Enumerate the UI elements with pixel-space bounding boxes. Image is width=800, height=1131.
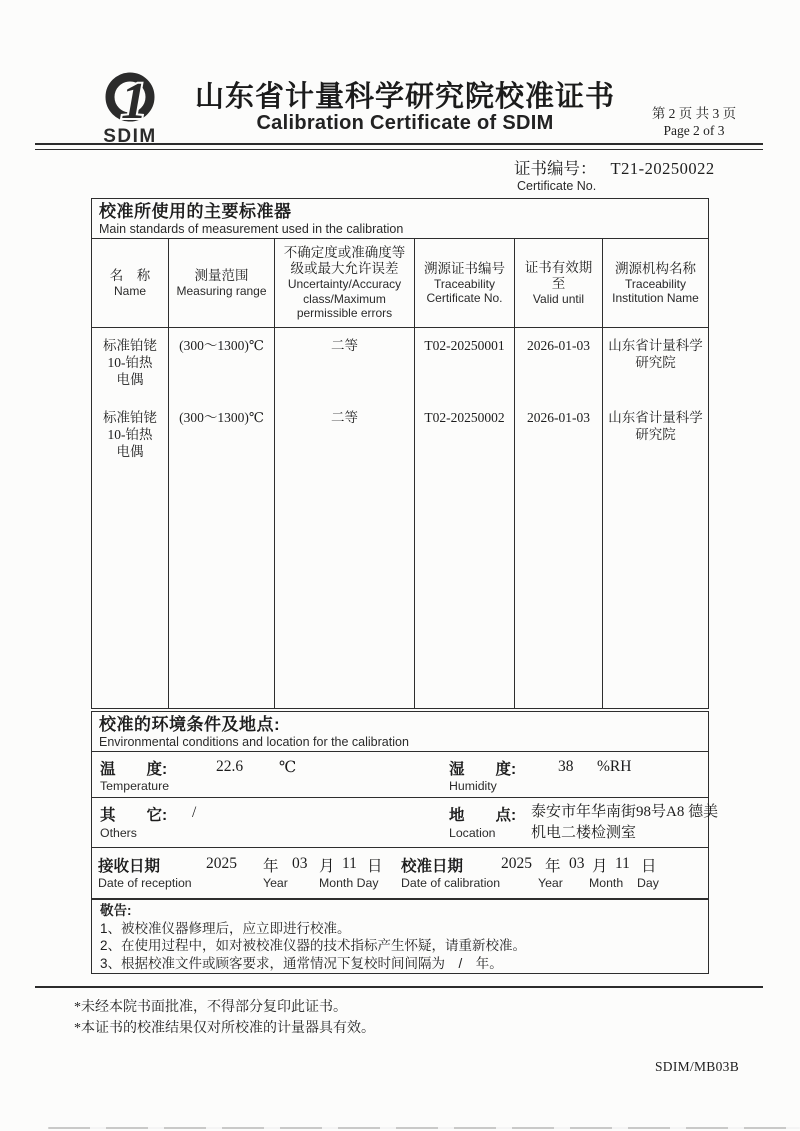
certificate-number-value: T21-20250022	[610, 159, 715, 178]
dates-row	[92, 848, 708, 899]
column-uncertainty-cells	[275, 328, 415, 708]
column-name-cells	[92, 328, 169, 708]
temperature-label: 温 度:	[100, 761, 168, 778]
logo-numeral: 1	[121, 73, 147, 130]
standards-table	[91, 198, 709, 709]
calibration-year-value: 2025	[501, 855, 532, 872]
calibration-month-value: 03	[569, 855, 585, 872]
column-header-institution: 溯源机构名称 Traceability Institution Name	[612, 260, 699, 305]
standards-body	[92, 328, 708, 708]
column-header-traceability-cert-no: 溯源证书编号 Traceability Certificate No.	[415, 239, 515, 327]
footnote: *未经本院书面批准，不得部分复印此证书。	[74, 1000, 347, 1015]
column-header-uncertainty: 不确定度或准确度等级或最大允许误差 Uncertainty/Accuracy class/Maximum permissible errors	[275, 239, 415, 327]
standards-header-row	[92, 239, 708, 328]
footer-divider-rule	[35, 986, 763, 988]
column-header-measuring-range: 测量范围 Measuring range	[169, 239, 275, 327]
header-divider-rule	[35, 143, 763, 150]
table-cell: (300～1300)℃	[179, 338, 264, 353]
others-value: /	[192, 804, 197, 821]
others-location-row	[92, 798, 719, 848]
column-header-name: 名 称 Name	[92, 239, 169, 327]
column-certno-cells	[415, 328, 515, 708]
calibration-year-unit: 年	[545, 858, 561, 875]
notice-item: 3、根据校准文件或顾客要求，通常情况下复校时间间隔为 / 年。	[100, 955, 503, 971]
notice-item: 1、被校准仪器修理后，应立即进行校准。	[100, 920, 351, 936]
certificate-number-label-en: Certificate No.	[517, 179, 597, 193]
notice-item: 2、在使用过程中，如对被校准仪器的技术指标产生怀疑，请重新校准。	[100, 938, 527, 953]
table-cell: 标准铂铑10-铂热电偶	[103, 338, 157, 387]
table-cell: 2026-01-03	[527, 410, 590, 425]
temperature-humidity-row	[92, 752, 708, 798]
reception-year-unit-en: Year	[263, 876, 288, 890]
calibration-month-unit: 月	[592, 858, 608, 875]
standards-title-cn: 校准所使用的主要标准器	[99, 202, 292, 221]
page-title-cn: 山东省计量科学研究院校准证书	[194, 81, 615, 113]
calibration-year-unit-en: Year	[538, 876, 563, 890]
calibration-month-unit-en: Month	[589, 876, 624, 890]
temperature-unit: ℃	[279, 759, 297, 776]
temperature-value: 22.6	[216, 758, 244, 775]
reception-month-unit: 月	[319, 858, 335, 875]
environment-title-en: Environmental conditions and location for the calibration	[99, 735, 409, 749]
reception-date-label: 接收日期	[98, 858, 161, 875]
page-title-en: Calibration Certificate of SDIM	[256, 112, 554, 134]
column-institution-cells	[603, 328, 708, 708]
reception-day-unit: 日	[367, 858, 383, 875]
scan-artifact-line	[48, 1127, 800, 1129]
standards-title-en: Main standards of measurement used in the calibration	[99, 222, 404, 236]
table-cell: 山东省计量科学研究院	[608, 410, 703, 442]
page-number-cn: 第 2 页 共 3 页	[651, 106, 737, 121]
table-cell: 2026-01-03	[527, 338, 590, 353]
calibration-day-unit: 日	[641, 858, 657, 875]
others-label: 其 它:	[100, 807, 168, 824]
table-cell: (300～1300)℃	[179, 410, 264, 425]
table-cell: T02-20250001	[424, 338, 505, 353]
humidity-label-en: Humidity	[449, 779, 497, 793]
page-number-en: Page 2 of 3	[663, 123, 725, 138]
table-cell: T02-20250002	[424, 410, 505, 425]
table-cell: 标准铂铑10-铂热电偶	[103, 410, 157, 459]
notice-title: 敬告:	[100, 903, 132, 918]
sdim-logo	[88, 72, 172, 148]
sdim-logo-icon	[99, 72, 161, 130]
column-validity-cells	[515, 328, 603, 708]
humidity-unit: %RH	[597, 758, 632, 775]
reception-day-value: 11	[342, 855, 357, 872]
form-code: SDIM/MB03B	[655, 1059, 740, 1074]
reception-month-value: 03	[292, 855, 308, 872]
calibration-day-value: 11	[615, 855, 630, 872]
humidity-label: 湿 度:	[449, 761, 517, 778]
humidity-value: 38	[558, 758, 574, 775]
footnote: *本证书的校准结果仅对所校准的计量器具有效。	[74, 1020, 375, 1036]
table-cell: 二等	[331, 410, 358, 425]
certificate-number-label: 证书编号：	[514, 159, 597, 178]
logo-label: SDIM	[103, 126, 157, 147]
environment-title	[92, 712, 708, 752]
environment-title-cn: 校准的环境条件及地点:	[99, 715, 281, 734]
location-label: 地 点:	[449, 807, 517, 824]
table-cell: 二等	[331, 338, 358, 353]
temperature-label-en: Temperature	[100, 779, 170, 793]
reception-date-label-en: Date of reception	[98, 876, 192, 890]
reception-monthday-unit-en: Month Day	[319, 876, 379, 890]
certificate-number	[514, 155, 715, 179]
table-cell: 山东省计量科学研究院	[608, 338, 703, 370]
location-label-en: Location	[449, 826, 496, 840]
calibration-date-label: 校准日期	[401, 858, 464, 875]
column-header-valid-until: 证书有效期至 Valid until	[515, 239, 603, 327]
environment-section	[91, 711, 719, 900]
page-number	[644, 105, 744, 139]
footnotes	[74, 998, 375, 1039]
notice-section	[91, 898, 709, 974]
location-value: 泰安市年华南街98号A8 德美机电二楼检测室	[531, 804, 719, 841]
reception-year-unit: 年	[263, 858, 279, 875]
reception-year-value: 2025	[206, 855, 237, 872]
standards-title	[92, 199, 708, 239]
calibration-date-label-en: Date of calibration	[401, 876, 501, 890]
column-range-cells	[169, 328, 275, 708]
calibration-day-unit-en: Day	[637, 876, 659, 890]
others-label-en: Others	[100, 826, 137, 840]
